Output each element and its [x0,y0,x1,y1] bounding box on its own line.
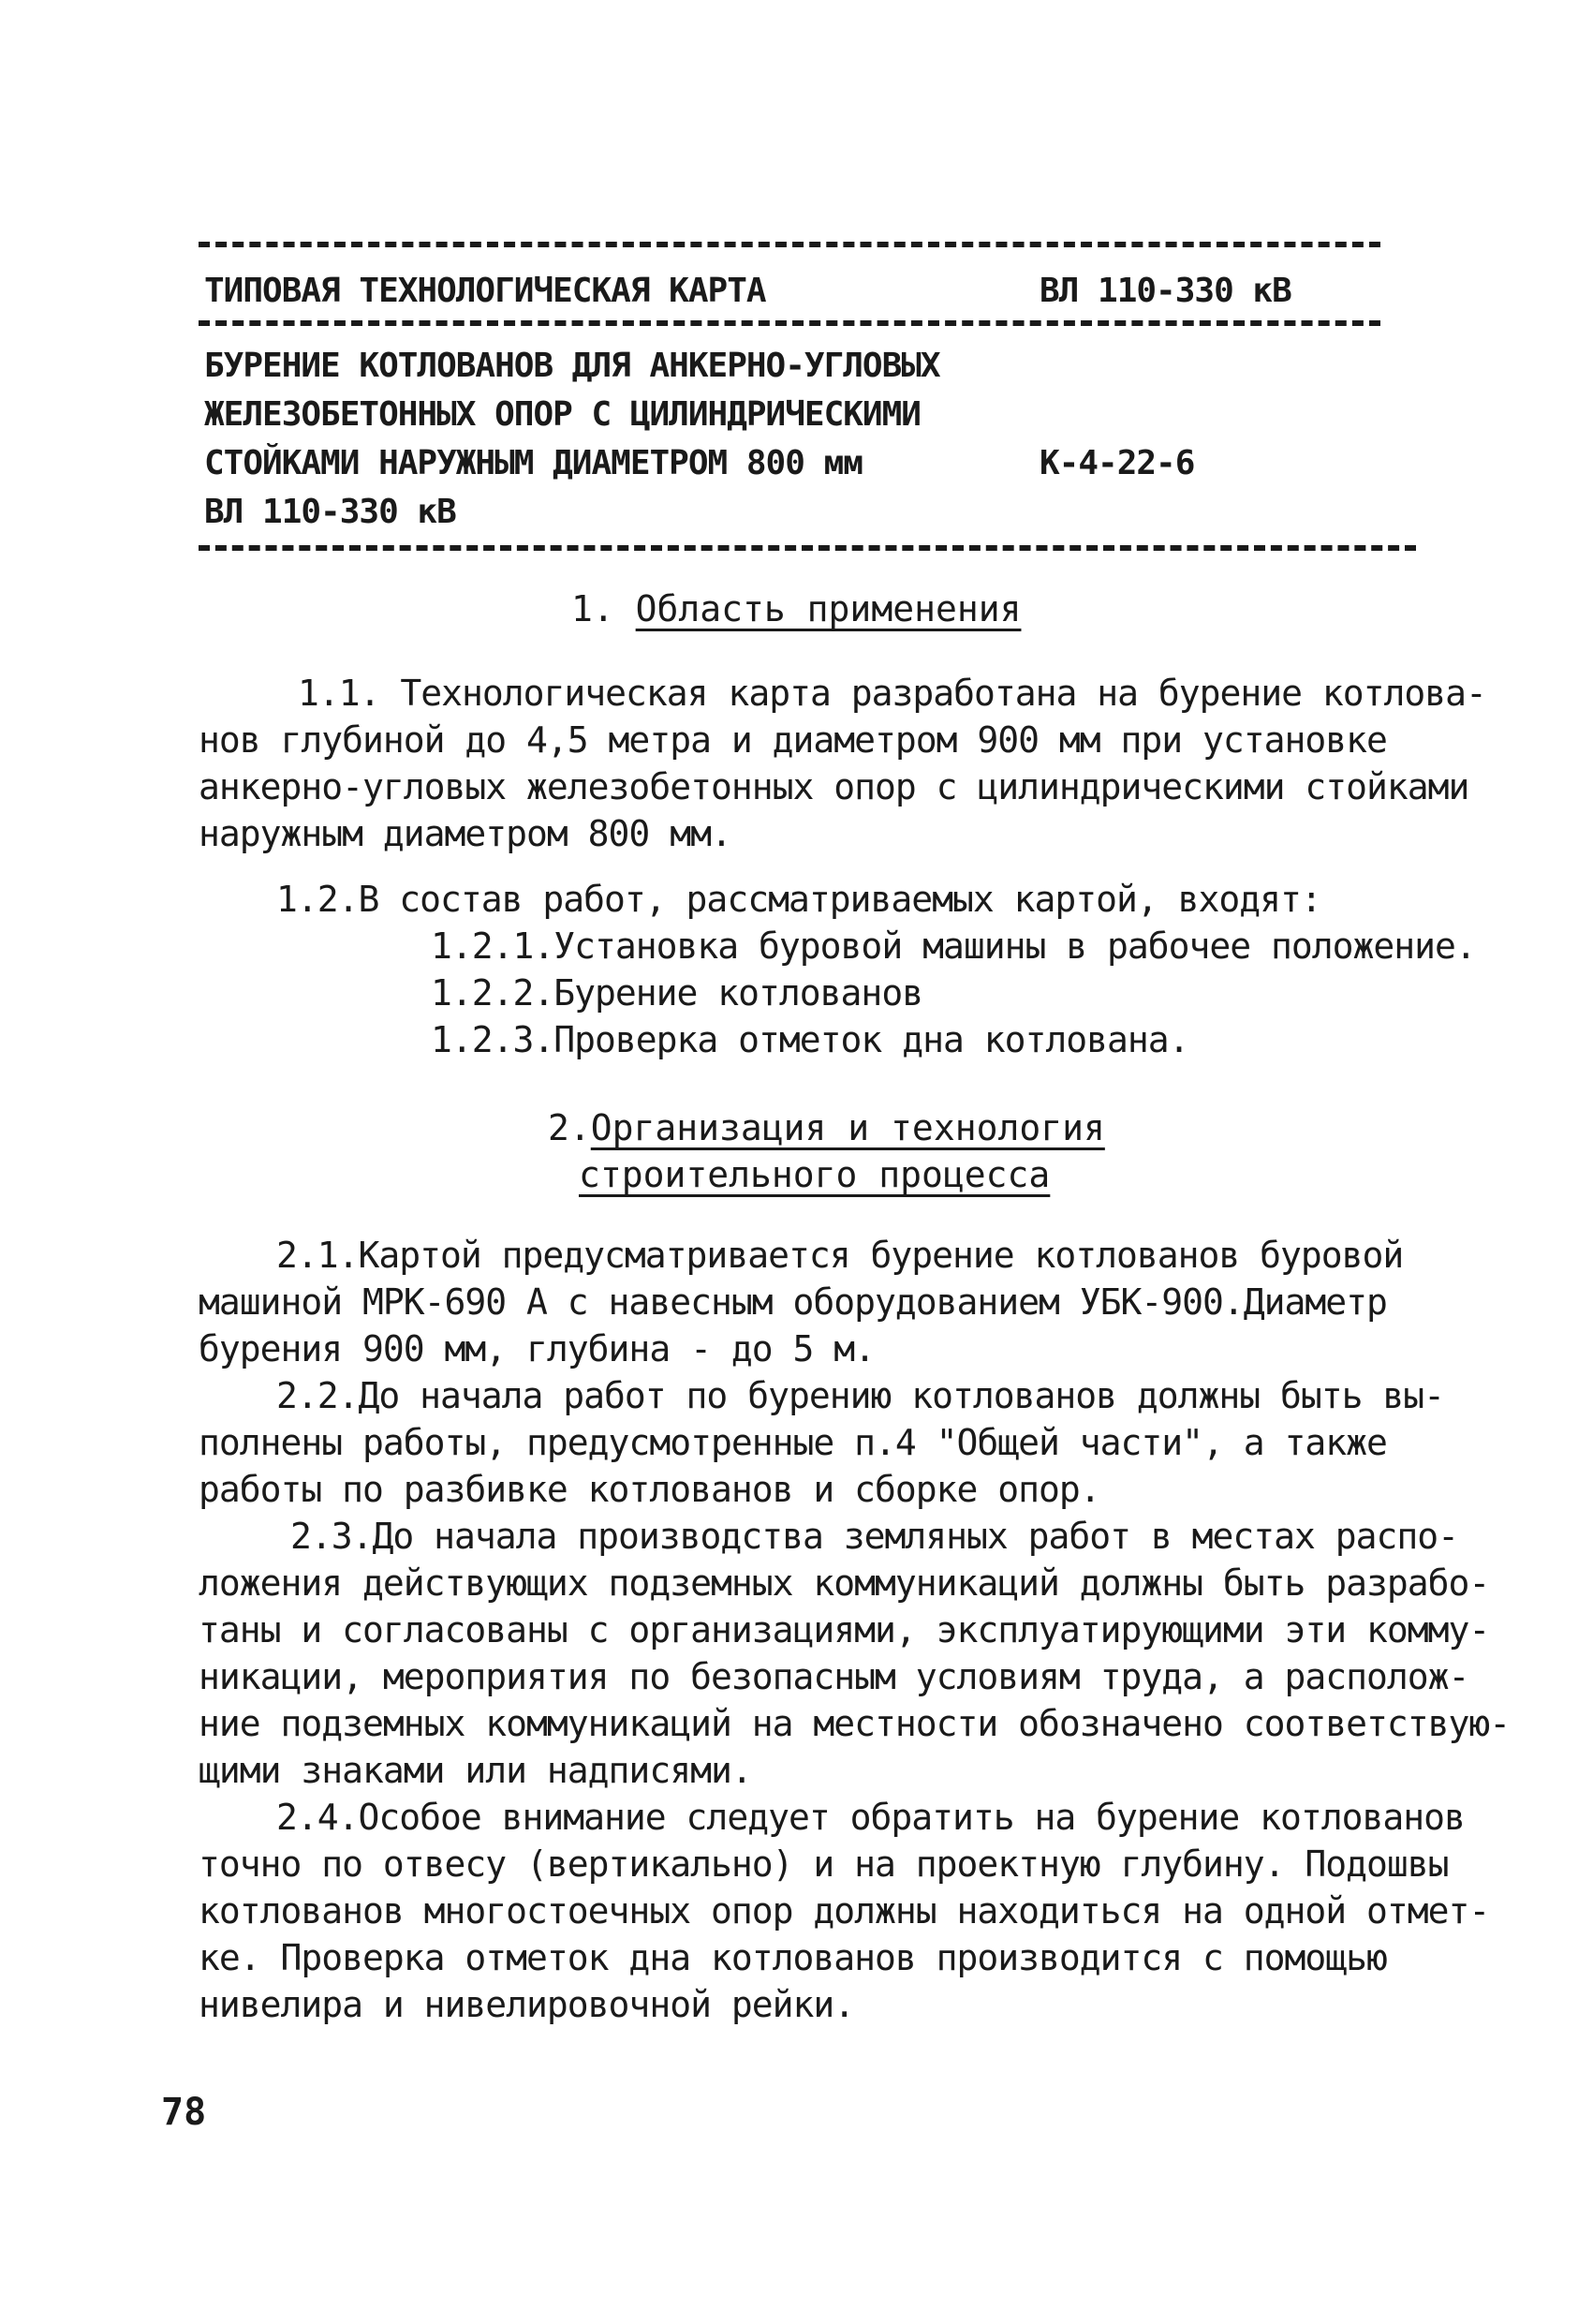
p2-2-line-3: работы по разбивке котлованов и сборке опор. [199,1469,1100,1510]
p2-3-line-1: 2.3.До начала производства земляных работ в местах распо- [290,1516,1459,1557]
title-line-3: СТОЙКАМИ НАРУЖНЫМ ДИАМЕТРОМ 800 мм [204,444,863,482]
p2-3-line-2: ложения действующих подземных коммуникаций должны быть разрабо- [199,1562,1490,1604]
section-2-title-line-1 [548,1107,1105,1148]
p2-4-line-1: 2.4.Особое внимание следует обратить на бурение котлованов [276,1797,1465,1838]
p2-1-line-1: 2.1.Картой предусматривается бурение котлованов буровой [276,1235,1404,1276]
p2-2-line-1: 2.2.До начала работ по бурению котлованов должны быть вы- [276,1375,1445,1416]
voltage-label: ВЛ 110-330 кВ [1040,272,1291,310]
item-1-2-3: 1.2.3.Проверка отметок дна котлована. [431,1019,1189,1060]
p2-3-line-4: никации, мероприятия по безопасным условиям труда, а располож- [199,1656,1469,1697]
p2-1-line-3: бурения 900 мм, глубина - до 5 м. [199,1328,875,1369]
p2-4-line-3: котлованов многостоечных опор должны находиться на одной отмет- [199,1890,1490,1932]
p2-1-line-2: машиной МРК-690 А с навесным оборудованием УБК-900.Диаметр [199,1281,1387,1323]
p1-1-line-2: нов глубиной до 4,5 метра и диаметром 900 мм при установке [199,719,1387,761]
p1-1-line-1: 1.1. Технологическая карта разработана на бурение котлова- [298,673,1486,714]
p2-2-line-2: полнены работы, предусмотренные п.4 "Общей части", а также [199,1422,1387,1463]
section-1-number: 1. [571,588,614,629]
item-1-2-1: 1.2.1.Установка буровой машины в рабочее положение. [431,925,1476,967]
section-2-title-line-2 [579,1154,1050,1195]
header-rule-bottom [199,545,1416,551]
p1-1-line-3: анкерно-угловых железобетонных опор с цилиндрическими стойками [199,766,1469,807]
p2-4-line-4: ке. Проверка отметок дна котлованов производится с помощью [199,1937,1387,1978]
p1-1-line-4: наружным диаметром 800 мм. [199,813,731,854]
p2-4-line-2: точно по отвесу (вертикально) и на проектную глубину. Подошвы [199,1843,1449,1885]
section-2-heading-2: строительного процесса [579,1154,1051,1195]
title-line-2: ЖЕЛЕЗОБЕТОННЫХ ОПОР С ЦИЛИНДРИЧЕСКИМИ [204,395,921,434]
header-rule-middle [199,320,1380,326]
section-2-number: 2. [548,1107,591,1148]
item-1-2-2: 1.2.2.Бурение котлованов [431,972,923,1014]
section-1-heading: Область применения [635,588,1022,629]
section-2-heading-1: Организация и технология [590,1107,1105,1148]
title-line-1: БУРЕНИЕ КОТЛОВАНОВ ДЛЯ АНКЕРНО-УГЛОВЫХ [204,347,940,385]
doc-type: ТИПОВАЯ ТЕХНОЛОГИЧЕСКАЯ КАРТА [204,272,766,310]
document-code: К-4-22-6 [1040,444,1195,482]
p2-3-line-3: таны и согласованы с организациями, эксплуатирующими эти комму- [199,1609,1490,1650]
p2-3-line-5: ние подземных коммуникаций на местности обозначено соответствую- [199,1703,1511,1744]
p1-2-intro: 1.2.В состав работ, рассматриваемых картой, входят: [276,879,1321,920]
title-line-4: ВЛ 110-330 кВ [204,493,456,531]
header-rule-top [199,242,1380,247]
p2-3-line-6: щими знаками или надписями. [199,1750,752,1791]
section-1-title [571,588,1021,629]
p2-4-line-5: нивелира и нивелировочной рейки. [199,1984,855,2025]
page-number: 78 [161,2091,207,2134]
